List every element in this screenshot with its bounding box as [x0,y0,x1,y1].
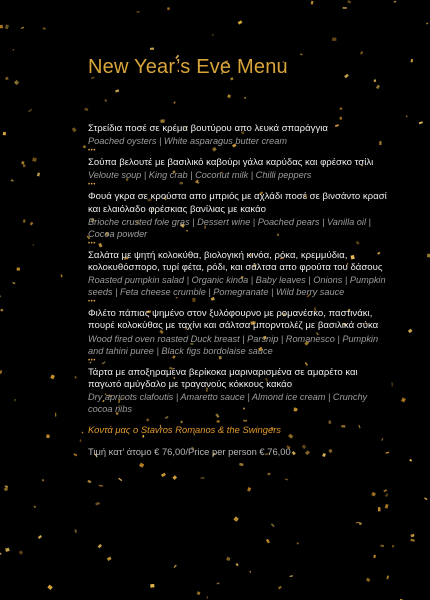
course-english-text: Wood fired oven roasted Duck breast | Parsnip | Romanesco | Pumpkin and tahini puree | Black figs bordolaise sauce [88,333,379,356]
menu-course-5 [88,308,388,356]
course-english-text: Roasted pumpkin salad | Organic kinoa | Baby leaves | Onions | Pumpkin seeds | Feta cheese crumble | Pomegranate | Wild berry sauce [88,275,386,298]
confetti-speck [0,553,2,555]
menu-content [88,56,388,457]
confetti-speck [366,578,371,583]
confetti-speck [239,463,243,466]
confetti-speck [5,24,9,29]
confetti-speck [28,109,32,113]
confetti-speck [356,522,360,524]
confetti-speck [32,157,37,162]
confetti-speck [278,586,282,590]
confetti-speck [33,505,36,508]
confetti-speck [21,27,24,29]
menu-course-3 [88,191,388,239]
course-greek-text: Φουά γκρα σε κρούστα απο μπριός με αχλάδι ποσέ σε βινσάντο κρασί και ελαιόλαδο φρέσκιας βανίλιας με κακάο [88,191,387,215]
confetti-speck [150,48,154,50]
confetti-speck [410,539,414,542]
confetti-speck [5,548,10,552]
confetti-speck [289,575,293,577]
course-english-text: Brioche crusted foie gras | Dessert wine | Poached pears | Vanilla oil | Cocoa powder [88,216,371,239]
confetti-speck [38,535,42,539]
confetti-speck [118,478,122,481]
confetti-speck [150,584,154,588]
confetti-speck [424,497,427,500]
confetti-speck [87,480,91,483]
confetti-speck [5,77,8,80]
confetti-speck [383,489,387,492]
confetti-speck [83,145,86,148]
confetti-speck [426,23,428,25]
menu-course-2 [88,157,388,181]
confetti-speck [74,376,76,379]
confetti-speck [271,523,275,527]
confetti-speck [79,439,81,442]
confetti-speck [11,179,14,181]
menu-title: New Year’s Eve Menu [88,56,288,78]
dots-separator: ••• [88,357,96,364]
confetti-speck [43,27,46,30]
confetti-speck [50,374,55,379]
confetti-speck [419,121,423,124]
course-english-text: Veloute soup | King crab | Coconut milk | Chilli peppers [88,170,312,181]
confetti-speck [42,479,45,482]
confetti-speck [380,545,384,547]
confetti-speck [161,473,166,478]
confetti-speck [21,161,24,164]
confetti-speck [217,583,220,585]
confetti-speck [74,529,76,533]
price-line: Τιμή κατ’ άτομο € 76,00/Price per person € 76,00 [88,446,291,458]
confetti-speck [401,397,406,402]
confetti-speck [23,219,26,223]
confetti-speck [139,463,144,468]
dots-separator: ••• [88,240,96,247]
confetti-speck [0,25,3,29]
confetti-speck [332,38,336,41]
confetti-speck [61,274,63,277]
confetti-speck [238,20,243,24]
confetti-speck [311,1,314,5]
confetti-speck [172,475,177,480]
course-greek-text: Σούπα βελουτέ με βασιλικό καβούρι γάλα καρύδας και φρέσκο τσίλι [88,157,374,169]
course-greek-text: Φιλέτο πάπιας ψημένο στον ξυλόφουρνο με ρομανέσκο, παστινάκι, πουρέ κολοκύθας με ταχίνι και σάλτσα μπορντολέζ με βασιλικά σύκα [88,308,379,332]
confetti-speck [408,329,413,333]
confetti-speck [12,49,14,50]
course-greek-text: Σαλάτα με ψητή κολοκύθα, βιολογική κινόα, ρόκα, κρεμμύδια, κολοκυθόσπορο, τυρί φέτα, ρόδι, και σάλτσα απο φρούτα του δάσους [88,249,383,274]
confetti-speck [82,432,84,434]
confetti-speck [378,507,381,511]
confetti-speck [233,516,238,521]
menu-course-4 [88,250,388,298]
course-english-text: Dry apricots clafoutis | Amaretto sauce | Almond ice cream | Crunchy cocoa nibs [88,392,368,415]
confetti-speck [47,585,52,590]
course-english-text: Poached oysters | White asparagus butter cream [88,136,287,147]
confetti-speck [46,435,49,438]
confetti-speck [137,11,140,13]
confetti-speck [3,132,6,135]
menu-course-6 [88,367,388,415]
confetti-speck [167,7,169,9]
dots-separator: ••• [88,148,96,155]
confetti-speck [386,575,389,579]
confetti-speck [95,502,100,505]
confetti-speck [17,268,20,271]
confetti-speck [14,399,16,402]
confetti-speck [0,370,2,374]
confetti-speck [5,485,9,487]
confetti-speck [406,115,408,117]
confetti-speck [343,7,347,9]
confetti-speck [197,591,201,595]
confetti-speck [409,459,412,462]
confetti-speck [107,557,112,561]
confetti-speck [30,222,34,226]
confetti-speck [4,487,8,491]
confetti-speck [173,565,176,569]
confetti-speck [14,80,19,85]
confetti-speck [98,544,102,548]
menu-course-1 [88,123,388,147]
confetti-speck [296,542,299,545]
course-greek-text: Στρείδια ποσέ σε κρέμα βουτύρου απο λευκά σπαράγγια [88,123,328,134]
confetti-speck [347,0,351,3]
confetti-speck [19,550,23,554]
confetti-speck [266,539,270,544]
confetti-speck [249,571,251,573]
confetti-speck [385,493,388,497]
confetti-speck [392,545,395,548]
confetti-speck [371,492,376,497]
confetti-speck [410,534,414,537]
confetti-speck [73,453,77,456]
confetti-speck [267,473,270,476]
confetti-speck [360,51,363,55]
course-greek-text: Τάρτα με αποξηραμένα βερίκοκα μαριναρισμένα σε αμαρέτο και παγωτό αμύγδαλο με τραγανούς κόκκους κακάο [88,366,358,390]
confetti-speck [12,282,15,284]
confetti-speck [359,522,362,524]
confetti-speck [236,563,239,566]
confetti-speck [212,34,214,37]
confetti-speck [32,244,34,246]
confetti-speck [226,557,230,561]
confetti-speck [72,127,77,132]
confetti-speck [37,173,40,177]
confetti-speck [0,309,3,312]
confetti-speck [0,295,1,299]
confetti-speck [394,1,397,3]
confetti-speck [55,413,56,417]
dots-separator: ••• [88,299,96,306]
confetti-speck [23,164,26,167]
confetti-speck [247,487,251,491]
confetti-speck [385,504,389,509]
confetti-speck [373,555,376,559]
entertainment-line: Κοντά μας ο Stavros Romanos & the Swingers [88,424,281,436]
confetti-speck [201,477,205,478]
dots-separator: ••• [88,182,96,189]
confetti-speck [411,59,413,62]
confetti-speck [207,596,208,598]
confetti-speck [392,382,393,386]
confetti-speck [99,485,103,487]
confetti-speck [285,478,289,480]
